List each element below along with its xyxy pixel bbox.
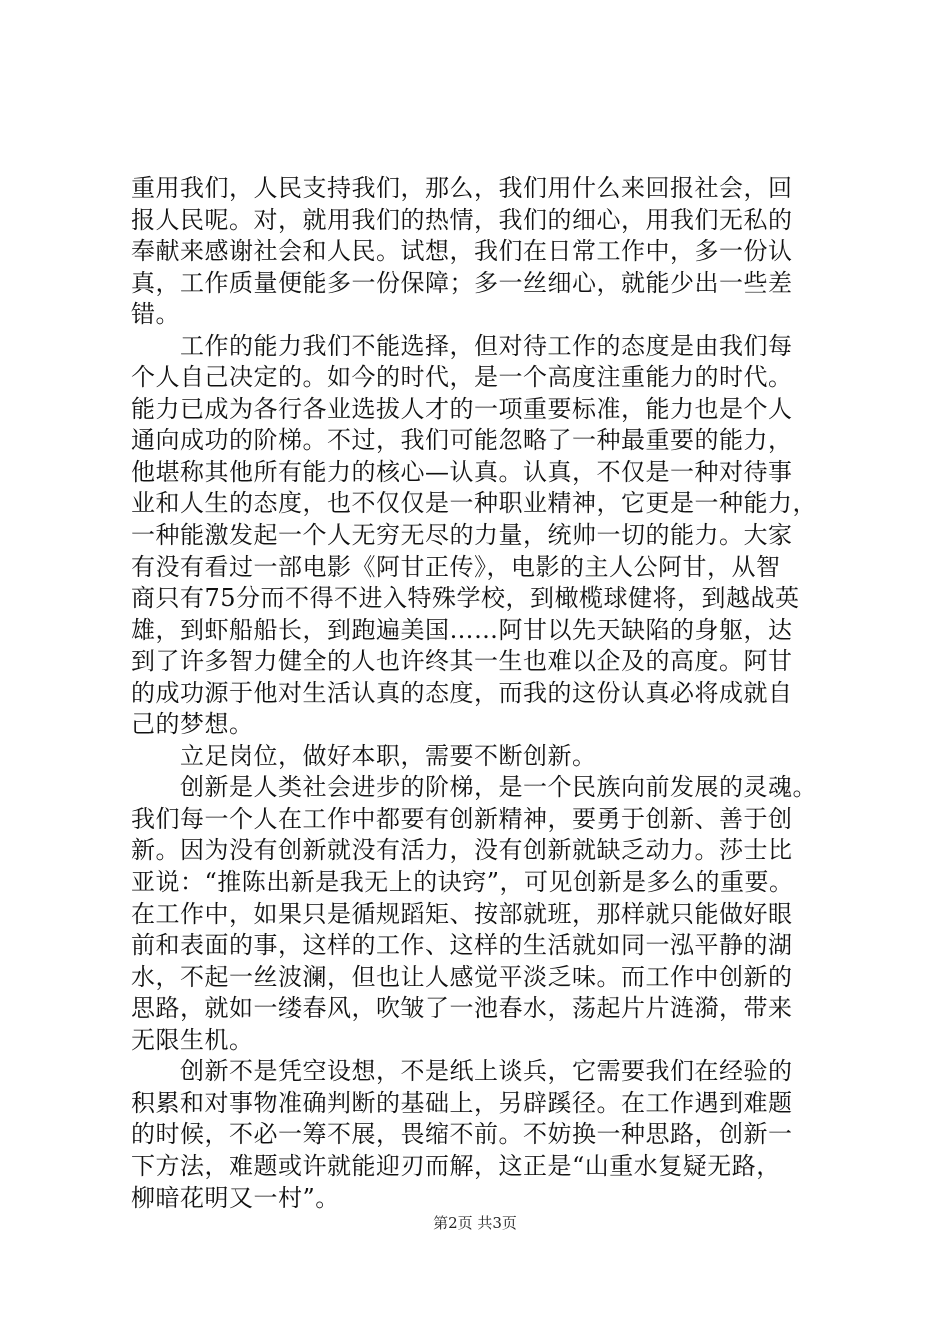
- text-line: 新。因为没有创新就没有活力，没有创新就缺乏动力。莎士比: [131, 836, 793, 865]
- text-line: 工作的能力我们不能选择，但对待工作的态度是由我们每: [131, 331, 793, 360]
- text-line: 报人民呢。对，就用我们的热情，我们的细心，用我们无私的: [131, 205, 793, 234]
- text-line: 个人自己决定的。如今的时代，是一个高度注重能力的时代。: [131, 363, 793, 392]
- text-line: 前和表面的事，这样的工作、这样的生活就如同一泓平静的湖: [131, 931, 793, 960]
- text-line: 业和人生的态度，也不仅仅是一种职业精神，它更是一种能力，: [131, 489, 817, 518]
- text-line: 到了许多智力健全的人也许终其一生也难以企及的高度。阿甘: [131, 647, 793, 676]
- text-line: 错。: [131, 300, 180, 329]
- text-line: 雄，到虾船船长，到跑遍美国……阿甘以先天缺陷的身躯，达: [131, 615, 793, 644]
- page-footer: 第2页 共3页: [433, 1214, 517, 1232]
- text-line: 真，工作质量便能多一份保障；多一丝细心，就能少出一些差: [131, 268, 793, 297]
- text-line: 重用我们，人民支持我们，那么，我们用什么来回报社会，回: [131, 174, 793, 202]
- text-line: 积累和对事物准确判断的基础上，另辟蹊径。在工作遇到难题: [131, 1088, 793, 1117]
- text-line: 亚说：“推陈出新是我无上的诀窍”，可见创新是多么的重要。: [131, 868, 794, 897]
- text-line: 下方法，难题或许就能迎刃而解，这正是“山重水复疑无路，: [131, 1151, 781, 1180]
- text-line: 的成功源于他对生活认真的态度，而我的这份认真必将成就自: [131, 678, 793, 707]
- text-line: 我们每一个人在工作中都要有创新精神，要勇于创新、善于创: [131, 804, 793, 833]
- text-line: 己的梦想。: [131, 710, 254, 739]
- text-line: 商只有75分而不得不进入特殊学校，到橄榄球健将，到越战英: [131, 584, 800, 613]
- text-line: 他堪称其他所有能力的核心—认真。认真，不仅是一种对待事: [131, 457, 793, 486]
- text-line: 一种能激发起一个人无穷无尽的力量，统帅一切的能力。大家: [131, 521, 793, 550]
- text-line: 无限生机。: [131, 1025, 254, 1054]
- text-line: 创新是人类社会进步的阶梯，是一个民族向前发展的灵魂。: [131, 773, 817, 802]
- text-line: 通向成功的阶梯。不过，我们可能忽略了一种最重要的能力，: [131, 426, 793, 455]
- text-line: 奉献来感谢社会和人民。试想，我们在日常工作中，多一份认: [131, 237, 793, 266]
- text-line: 柳暗花明又一村”。: [131, 1183, 340, 1212]
- text-line: 的时候，不必一筹不展，畏缩不前。不妨换一种思路，创新一: [131, 1120, 793, 1149]
- text-line: 有没有看过一部电影《阿甘正传》，电影的主人公阿甘，从智: [131, 552, 781, 581]
- text-line: 在工作中，如果只是循规蹈矩、按部就班，那样就只能做好眼: [131, 899, 793, 928]
- text-line: 能力已成为各行各业选拔人才的一项重要标准，能力也是个人: [131, 394, 793, 423]
- text-line: 创新不是凭空设想，不是纸上谈兵，它需要我们在经验的: [131, 1057, 793, 1086]
- text-line: 立足岗位，做好本职，需要不断创新。: [131, 741, 597, 770]
- text-line: 水，不起一丝波澜，但也让人感觉平淡乏味。而工作中创新的: [131, 962, 793, 991]
- text-line: 思路，就如一缕春风，吹皱了一池春水，荡起片片涟漪，带来: [131, 994, 793, 1023]
- body-text: [131, 173, 831, 1214]
